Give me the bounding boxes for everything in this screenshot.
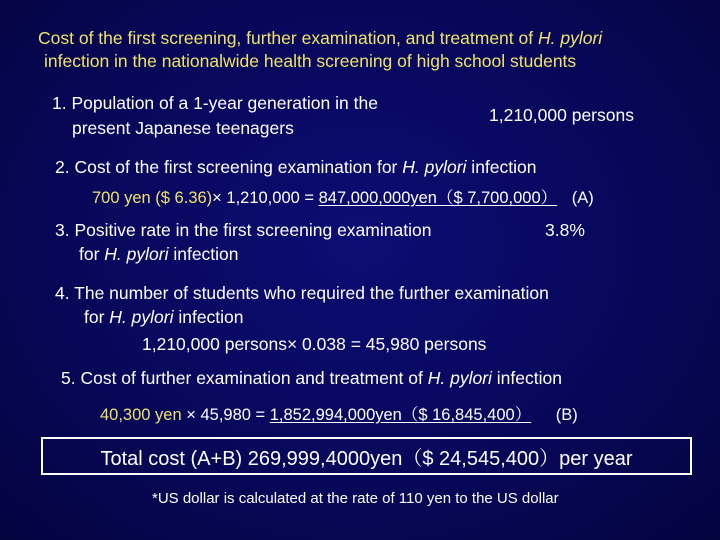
item2-calc-result: 847,000,000yen（$ 7,700,000） (318, 189, 558, 207)
footnote: *US dollar is calculated at the rate of 110 yen to the US dollar (152, 490, 559, 507)
item2-marker: (A) (571, 189, 594, 207)
item5-marker: (B) (555, 406, 578, 424)
item5-line1 (61, 367, 562, 390)
item4-text-b: infection (173, 307, 244, 327)
item3-line1: 3. Positive rate in the first screening examination (55, 220, 432, 240)
slide-title (38, 27, 602, 50)
item1-value: 1,210,000 persons (489, 105, 634, 125)
total-cost-text: Total cost (A+B) 269,999,4000yen（$ 24,545,400）per year (100, 447, 633, 470)
item4-text-a: for (84, 307, 110, 327)
item4-line1: 4. The number of students who required the further examination (55, 283, 549, 303)
item5-calc-unit-cost: 40,300 yen (100, 406, 182, 424)
item2-text-b: infection (466, 157, 537, 177)
title-line1: Cost of the first screening, further examination, and treatment of (38, 28, 538, 48)
title-line2: infection in the nationalwide health screening of high school students (44, 51, 577, 71)
item3-value: 3.8% (545, 220, 585, 240)
item1-label-line2: present Japanese teenagers (72, 118, 294, 138)
item3-line2 (79, 243, 239, 266)
item4-calc: 1,210,000 persons× 0.038 = 45,980 persons (142, 334, 487, 354)
item5-text-b: infection (491, 368, 562, 388)
item2-calc (92, 184, 594, 208)
title-italic-term: H. pylori (537, 28, 603, 48)
item2-text-a: 2. Cost of the first screening examination for (55, 157, 403, 177)
item1-label-line1: 1. Population of a 1-year generation in the (52, 93, 378, 113)
item2-calc-unit-cost: 700 yen ($ 6.36) (92, 189, 213, 207)
item4-italic-term: H. pylori (109, 307, 174, 327)
item3-text-b: infection (168, 244, 239, 264)
item2-calc-multiply: × 1,210,000 = (212, 189, 319, 207)
item5-text-a: 5. Cost of further examination and treatment of (61, 368, 428, 388)
item3-text-a: for (79, 244, 105, 264)
item5-calc (100, 401, 578, 425)
item2-line1 (55, 156, 536, 179)
item5-calc-multiply: × 45,980 = (181, 406, 270, 424)
item2-italic-term: H. pylori (402, 157, 467, 177)
item4-line2 (84, 306, 244, 329)
item5-calc-result: 1,852,994,000yen（$ 16,845,400） (269, 406, 532, 424)
total-cost-box (41, 437, 692, 475)
item5-italic-term: H. pylori (427, 368, 492, 388)
item3-italic-term: H. pylori (104, 244, 169, 264)
